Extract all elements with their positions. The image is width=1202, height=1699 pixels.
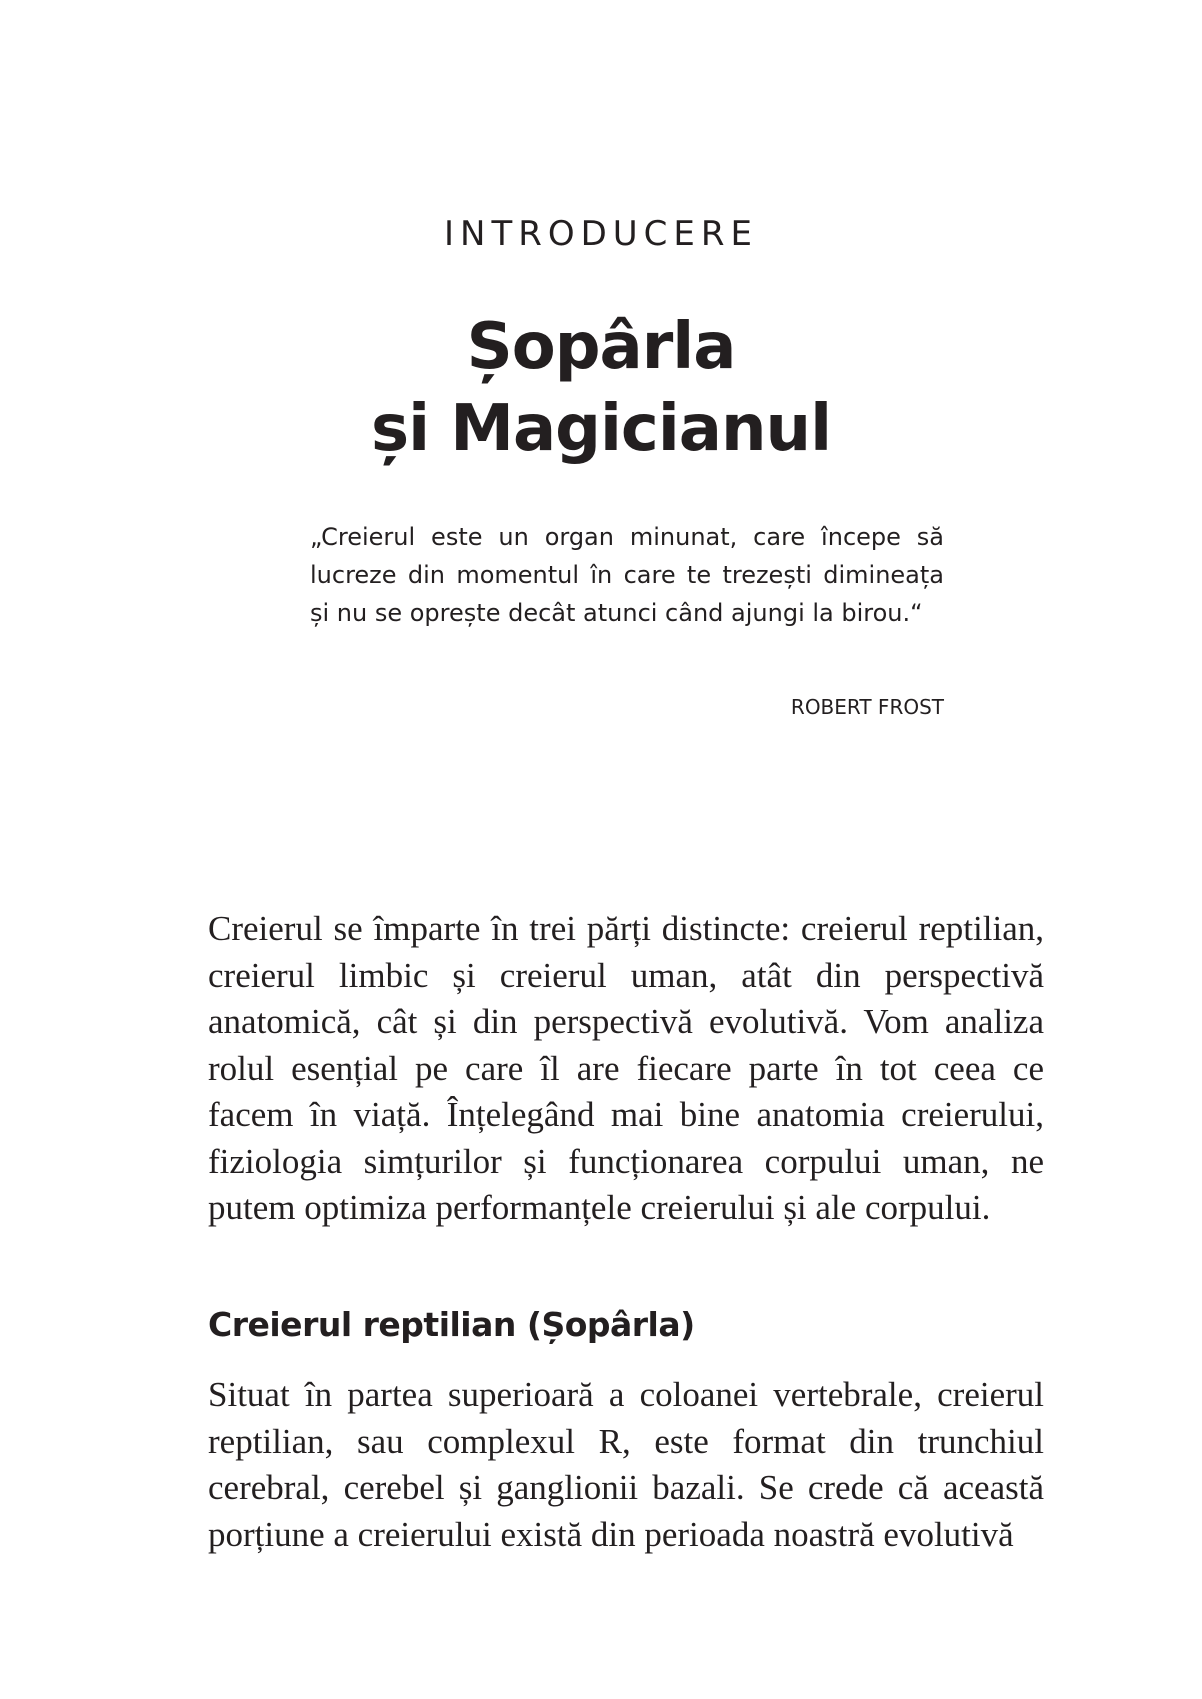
section-subheading: Creierul reptilian (Șopârla) xyxy=(208,1305,695,1344)
epigraph-author: ROBERT FROST xyxy=(790,695,944,719)
chapter-title-line-2: și Magicianul xyxy=(370,392,832,466)
chapter-title xyxy=(0,306,1202,470)
body-paragraph-1: Creierul se împarte în trei părți distincte: creierul reptilian, creierul limbic și creierul uman, atât din perspectivă anatomică, cât și din perspectivă evolutivă. Vom analiza rolul esențial pe care îl are fiecare parte în tot ceea ce facem în viață. Înțelegând mai bine anatomia creierului, fiziologia simțurilor și funcționarea corpului uman, ne putem optimiza performanțele creierului și ale corpului. xyxy=(208,909,1044,1227)
section-label: INTRODUCERE xyxy=(443,214,758,254)
epigraph-quote: „Creierul este un organ minunat, care începe să lucreze din momentul în care te trezești dimineața și nu se oprește decât atunci când ajungi la birou.“ xyxy=(310,523,944,627)
chapter-title-line-1: Șopârla xyxy=(466,310,736,384)
body-paragraph-2: Situat în partea superioară a coloanei vertebrale, creierul reptilian, sau complexul R, este format din trunchiul cerebral, cerebel și ganglionii bazali. Se crede că această porțiune a creierului există din perioada noastră evolutivă xyxy=(208,1375,1044,1554)
